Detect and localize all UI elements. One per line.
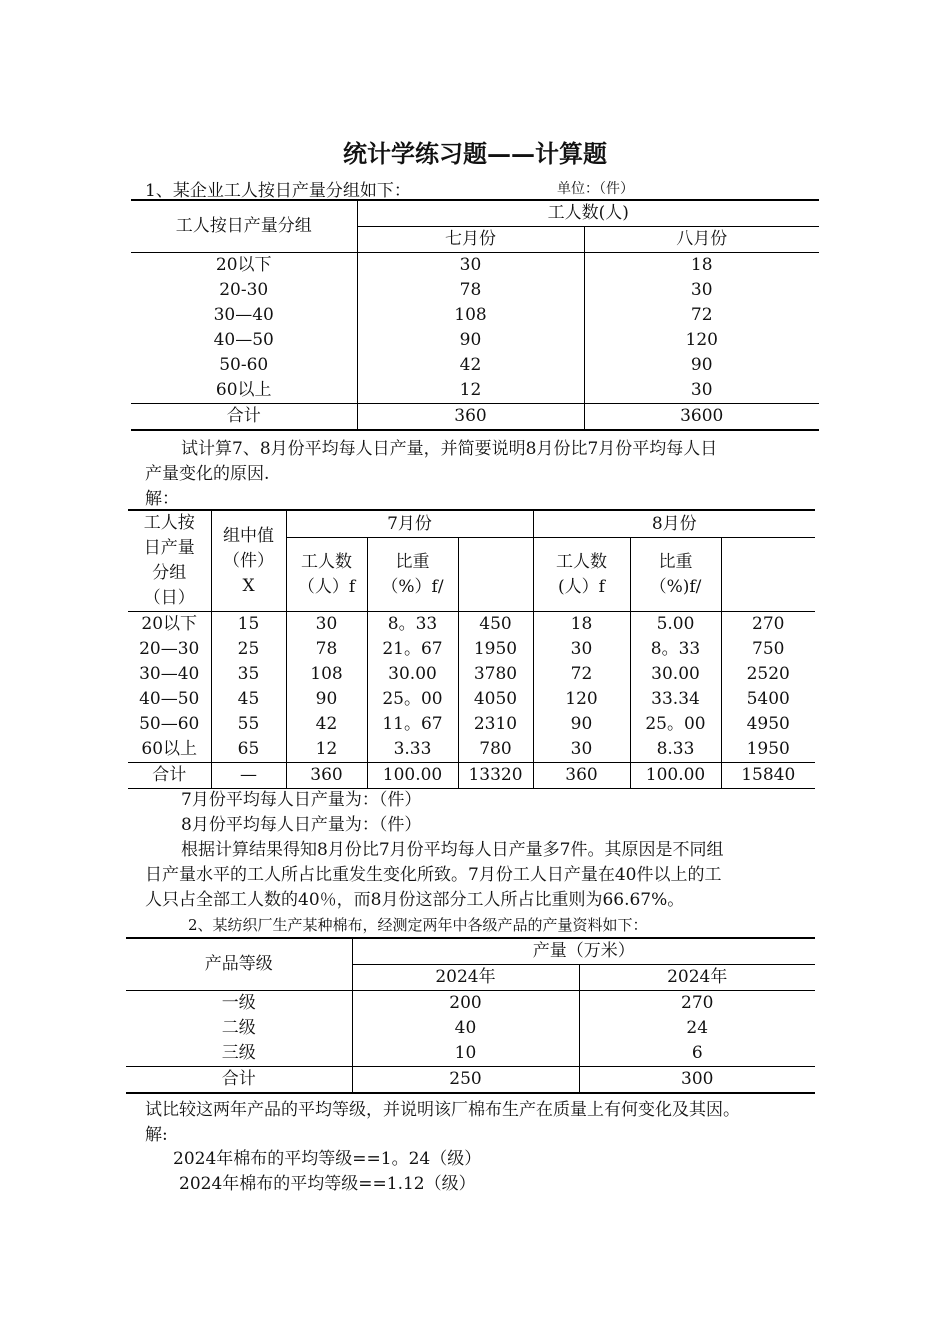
- t2-cell: 5.00: [630, 612, 721, 638]
- q2-question: 试比较这两年产品的平均等级，并说明该厂棉布生产在质量上有何变化及其因。: [145, 1100, 740, 1120]
- q1-table: [131, 199, 819, 431]
- t2-cell: 20—30: [128, 637, 211, 662]
- t1-header-aug: 八月份: [584, 227, 819, 253]
- t3-header-output: 产量（万米）: [352, 938, 815, 965]
- t2-cell: 合计: [128, 763, 211, 789]
- q2-answer-line2: 2024年棉布的平均等级==1.12（级）: [179, 1174, 476, 1194]
- t2-cell: 50—60: [128, 712, 211, 737]
- t1-cell: 50-60: [131, 353, 357, 378]
- q1-unit: 单位：（件）: [557, 181, 634, 197]
- t2-cell: 78: [286, 637, 367, 662]
- t2-cell: 8.33: [630, 737, 721, 763]
- t2-cell: 2520: [746, 664, 790, 684]
- t2-cell: 20以下: [128, 612, 211, 638]
- t2-header-line: (人）f: [558, 576, 605, 597]
- t2-cell: 55: [211, 712, 286, 737]
- q1-answer-label: 解：: [145, 489, 179, 509]
- table-total-row: [128, 763, 815, 789]
- q1-question-line2: 产量变化的原因.: [145, 464, 270, 484]
- t3-header-grade: 产品等级: [126, 938, 352, 991]
- q2-answer-line1: 2024年棉布的平均等级==1。24（级）: [173, 1149, 482, 1169]
- t2-cell: 12: [286, 737, 367, 763]
- t2-header-group-line: 分组: [152, 563, 187, 583]
- q2-table: [126, 937, 815, 1094]
- t1-cell: 18: [690, 255, 713, 275]
- t2-header-line: （人）f: [297, 576, 356, 597]
- table-row: [128, 737, 815, 763]
- t2-cell: 360: [286, 763, 367, 789]
- t1-cell: 90: [690, 355, 713, 375]
- t1-cell: 60以上: [131, 378, 357, 404]
- t2-cell: 11。67: [367, 712, 458, 737]
- t2-header-share-jul: [367, 538, 458, 612]
- t1-cell: 72: [690, 305, 713, 325]
- t2-cell: 15: [211, 612, 286, 638]
- t2-cell: 21。67: [367, 637, 458, 662]
- t2-header-aug: 8月份: [533, 510, 815, 538]
- q2-intro: 2、某纺织厂生产某种棉布，经测定两年中各级产品的产量资料如下：: [188, 916, 648, 934]
- t2-cell: 4950: [746, 714, 790, 734]
- q1-conclusion-line2: 日产量水平的工人所占比重发生变化所致。7月份工人日产量在40件以上的工: [145, 865, 722, 885]
- t3-cell: 40: [352, 1016, 579, 1041]
- t3-cell: 200: [352, 991, 579, 1017]
- t2-cell: 30: [286, 612, 367, 638]
- table-row: [126, 1016, 815, 1041]
- t2-header-mid-line: 组中值: [223, 525, 274, 546]
- table-row: [131, 328, 819, 353]
- t1-cell: 30—40: [131, 303, 357, 328]
- table-row: [128, 712, 815, 737]
- t1-cell: 12: [357, 378, 584, 404]
- t1-cell: 90: [357, 328, 584, 353]
- t2-cell: 8。33: [630, 637, 721, 662]
- t2-cell: 108: [286, 662, 367, 687]
- table-row: [128, 662, 815, 687]
- t2-cell: 30: [533, 737, 630, 763]
- q1-question-line1: 试计算7、8月份平均每人日产量，并简要说明8月份比7月份平均每人日: [181, 439, 718, 459]
- table-row: [131, 303, 819, 328]
- q1-avg-aug: 8月份平均每人日产量为：（件）: [181, 815, 422, 835]
- t1-cell: 30: [690, 380, 713, 400]
- t2-cell: 90: [286, 687, 367, 712]
- t2-header-line: 工人数: [301, 551, 352, 572]
- t2-header-workers-aug: [533, 538, 630, 612]
- t1-cell: 20-30: [131, 278, 357, 303]
- table-row: [126, 991, 815, 1017]
- t2-cell: 65: [211, 737, 286, 763]
- table-row: [131, 253, 819, 279]
- t2-cell: 25。00: [367, 687, 458, 712]
- t1-cell: 合计: [131, 404, 357, 431]
- t2-cell: 1950: [746, 739, 790, 759]
- t3-cell: 24: [686, 1018, 709, 1038]
- t3-cell: 270: [681, 993, 714, 1013]
- table-row: [128, 637, 815, 662]
- t2-cell: —: [211, 763, 286, 789]
- t2-header-jul: 7月份: [286, 510, 533, 538]
- t1-header-jul: 七月份: [357, 227, 584, 253]
- t2-header-mid-line: （件）: [223, 550, 274, 571]
- t2-header-line: 工人数: [556, 551, 607, 572]
- t2-header-group: [128, 510, 211, 612]
- t2-header-group-line: 工人按: [143, 513, 195, 533]
- t3-cell: 一级: [126, 991, 352, 1017]
- page-title: 统计学练习题——计算题: [343, 139, 607, 168]
- t2-cell: 30.00: [367, 662, 458, 687]
- t3-cell: 三级: [126, 1041, 352, 1067]
- t2-cell: 1950: [458, 637, 533, 662]
- table-total-row: [131, 404, 819, 431]
- t2-header-line: 比重: [395, 551, 430, 572]
- q1-conclusion-line3: 人只占全部工人数的40％，而8月份这部分工人所占比重则为66.67%。: [145, 890, 685, 910]
- t2-header-blank-aug: [721, 538, 815, 612]
- t1-cell: 30: [690, 280, 713, 300]
- table-row: [131, 278, 819, 303]
- t1-cell: 40—50: [131, 328, 357, 353]
- t2-cell: 25: [211, 637, 286, 662]
- t2-cell: 2310: [458, 712, 533, 737]
- t2-cell: 780: [458, 737, 533, 763]
- t2-header-line: 比重: [658, 551, 693, 572]
- t3-cell: 250: [352, 1067, 579, 1094]
- t3-header-year2: 2024年: [579, 965, 815, 991]
- t2-header-line: （%）f/: [381, 576, 444, 597]
- t1-cell: 360: [357, 404, 584, 431]
- t2-cell: 25。00: [630, 712, 721, 737]
- t2-cell: 4050: [458, 687, 533, 712]
- t2-cell: 60以上: [128, 737, 211, 763]
- t2-cell: 8。33: [367, 612, 458, 638]
- q2-answer-label: 解:: [145, 1125, 168, 1145]
- t3-cell: 6: [691, 1043, 703, 1063]
- q1-solution-table: [128, 509, 815, 789]
- q1-conclusion-line1: 根据计算结果得知8月份比7月份平均每人日产量多7件。其原因是不同组: [181, 840, 724, 860]
- table-total-row: [126, 1067, 815, 1094]
- t1-cell: 78: [357, 278, 584, 303]
- t2-header-workers-jul: [286, 538, 367, 612]
- t2-cell: 30.00: [630, 662, 721, 687]
- t2-cell: 40—50: [128, 687, 211, 712]
- t2-header-share-aug: [630, 538, 721, 612]
- t2-body: [128, 612, 815, 789]
- t2-cell: 3.33: [367, 737, 458, 763]
- t1-cell: 108: [357, 303, 584, 328]
- t1-cell: 30: [357, 253, 584, 279]
- t2-header-group-line: （日）: [143, 588, 195, 608]
- t2-cell: 360: [533, 763, 630, 789]
- t3-cell: 300: [579, 1067, 815, 1094]
- t2-cell: 35: [211, 662, 286, 687]
- t3-cell: 二级: [126, 1016, 352, 1041]
- t1-cell: 42: [357, 353, 584, 378]
- table-row: [131, 353, 819, 378]
- t1-cell: 120: [685, 330, 718, 350]
- t2-header-line: （%)f/: [649, 576, 702, 597]
- t2-cell: 13320: [458, 763, 533, 789]
- t2-cell: 15840: [721, 763, 815, 789]
- t2-cell: 18: [533, 612, 630, 638]
- t3-header-year1: 2024年: [352, 965, 579, 991]
- t2-cell: 45: [211, 687, 286, 712]
- t2-cell: 42: [286, 712, 367, 737]
- table-row: [131, 378, 819, 404]
- t2-cell: 3780: [458, 662, 533, 687]
- t2-cell: 100.00: [367, 763, 458, 789]
- table-row: [128, 687, 815, 712]
- q1-avg-jul: 7月份平均每人日产量为：（件）: [181, 790, 422, 810]
- table-row: [126, 1041, 815, 1067]
- table-row: [128, 612, 815, 638]
- t2-cell: 450: [458, 612, 533, 638]
- t1-cell: 3600: [584, 404, 819, 431]
- t3-cell: 合计: [126, 1067, 352, 1094]
- t2-cell: 270: [752, 614, 785, 634]
- t2-cell: 750: [752, 639, 785, 659]
- t2-header-group-line: 日产量: [143, 538, 195, 558]
- t2-cell: 100.00: [630, 763, 721, 789]
- t2-cell: 30—40: [128, 662, 211, 687]
- t2-cell: 33.34: [630, 687, 721, 712]
- t2-header-blank-jul: [458, 538, 533, 612]
- t2-header-mid-line: X: [242, 575, 255, 596]
- t2-cell: 30: [533, 637, 630, 662]
- t2-header-mid: [211, 510, 286, 612]
- t3-cell: 10: [352, 1041, 579, 1067]
- q1-intro: 1、某企业工人按日产量分组如下：: [145, 181, 411, 201]
- t1-cell: 20以下: [131, 253, 357, 279]
- t1-header-workers: 工人数(人): [357, 200, 819, 227]
- t1-header-group: 工人按日产量分组: [131, 200, 357, 253]
- t2-cell: 120: [533, 687, 630, 712]
- t2-cell: 5400: [746, 689, 790, 709]
- t2-cell: 90: [533, 712, 630, 737]
- t2-cell: 72: [533, 662, 630, 687]
